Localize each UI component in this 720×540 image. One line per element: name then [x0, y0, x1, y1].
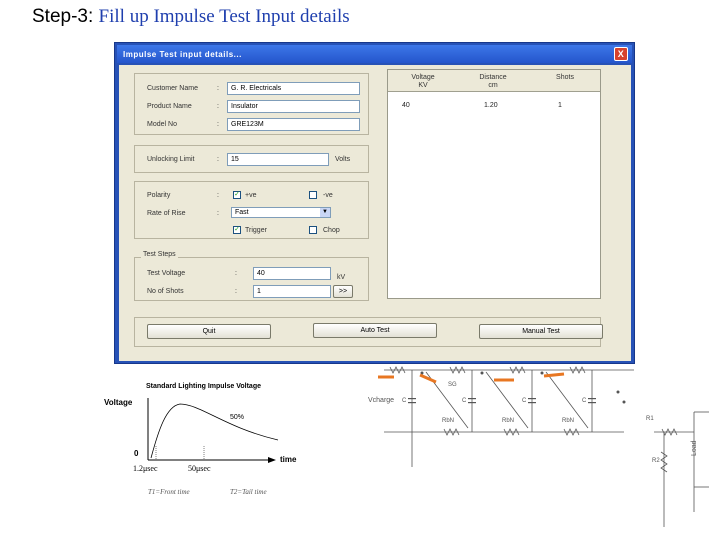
chop-label: Chop	[323, 227, 340, 234]
polarity-label: Polarity	[147, 192, 171, 199]
unlocking-unit: Volts	[335, 156, 351, 163]
auto-test-button[interactable]: Auto Test	[313, 323, 437, 338]
next-step-button[interactable]: >>	[333, 285, 353, 298]
unlocking-group	[134, 145, 369, 173]
header-text: Shots	[556, 74, 574, 81]
impulse-test-window	[114, 42, 635, 364]
step-title: Fill up Impulse Test Input details	[98, 6, 350, 27]
column-header-shots	[534, 74, 596, 82]
x-axis-arrow-icon	[268, 457, 276, 463]
graph-origin: 0	[134, 449, 139, 458]
capacitor-label: C	[402, 398, 407, 404]
quit-button[interactable]: Quit	[147, 324, 271, 339]
graph-ylabel: Voltage	[104, 398, 133, 407]
window-titlebar[interactable]	[117, 45, 632, 63]
negative-polarity-checkbox[interactable]	[309, 191, 317, 199]
spark-gap-label: SG	[448, 382, 457, 388]
close-button[interactable]: X	[614, 47, 628, 61]
capacitor-label: C	[522, 398, 527, 404]
cell-voltage: 40	[402, 102, 410, 109]
colon: :	[217, 121, 219, 128]
r2-label: R2	[652, 458, 660, 464]
tail-time-note: T2=Tail time	[230, 488, 267, 496]
graph-xlabel: time	[280, 455, 297, 464]
rbn-label: RbN	[442, 418, 455, 424]
half-value-label: 50%	[230, 414, 245, 421]
product-name-field[interactable]: Insulator	[227, 100, 360, 113]
step-label: Step-3:	[32, 6, 94, 27]
action-buttons-group	[134, 317, 601, 347]
trigger-checkbox[interactable]: ✓	[234, 226, 240, 233]
customer-name-field[interactable]: G. R. Electricals	[227, 82, 360, 95]
negative-polarity-label: -ve	[323, 192, 333, 199]
rate-of-rise-label: Rate of Rise	[147, 210, 186, 217]
test-steps-group	[134, 257, 369, 301]
capacitor-label: C	[582, 398, 587, 404]
results-table[interactable]	[387, 69, 601, 299]
model-no-field[interactable]: GRE123M	[227, 118, 360, 131]
colon: :	[217, 210, 219, 217]
colon: :	[217, 192, 219, 199]
positive-polarity-label: +ve	[245, 192, 257, 199]
colon: :	[217, 103, 219, 110]
test-steps-caption: Test Steps	[143, 251, 176, 258]
test-voltage-unit: kV	[337, 274, 346, 281]
cell-distance: 1.20	[484, 102, 498, 109]
front-time-note: T1=Front time	[148, 488, 190, 496]
table-header	[388, 70, 600, 92]
arrow-right-icon	[420, 375, 436, 382]
r1-label: R1	[646, 416, 654, 422]
chevron-down-icon[interactable]: ▼	[320, 208, 330, 217]
cell-shots: 1	[558, 102, 562, 109]
rate-of-rise-value: Fast	[235, 209, 249, 216]
load-label: Load	[691, 440, 698, 456]
vcharge-label: Vcharge	[368, 397, 395, 404]
positive-polarity-checkbox[interactable]: ✓	[234, 191, 240, 198]
arrow-right-icon	[544, 374, 564, 376]
test-voltage-label: Test Voltage	[147, 270, 186, 277]
window-title: Impulse Test input details...	[123, 50, 242, 59]
impulse-voltage-graph	[96, 370, 316, 500]
test-voltage-field[interactable]: 40	[253, 267, 331, 280]
header-text: Voltage	[411, 74, 435, 81]
capacitor-label: C	[462, 398, 467, 404]
graph-title: Standard Lighting Impulse Voltage	[146, 383, 261, 390]
chop-checkbox[interactable]	[309, 226, 317, 234]
impulse-curve	[151, 404, 278, 458]
dialog-client	[119, 65, 631, 361]
header-unit: cm	[488, 82, 498, 89]
unlocking-limit-field[interactable]: 15	[227, 153, 329, 166]
header-text: Distance	[479, 74, 507, 81]
no-of-shots-label: No of Shots	[147, 288, 184, 295]
colon: :	[235, 288, 237, 295]
header-unit: KV	[418, 82, 428, 89]
polarity-group	[134, 181, 369, 239]
orange-arrows	[378, 374, 564, 382]
customer-name-label: Customer Name	[147, 85, 198, 92]
column-header-distance	[462, 74, 524, 90]
rbn-label: RbN	[562, 418, 575, 424]
model-no-label: Model No	[147, 121, 177, 128]
customer-group	[134, 73, 369, 135]
unlocking-limit-label: Unlocking Limit	[147, 156, 195, 163]
colon: :	[217, 156, 219, 163]
no-of-shots-field[interactable]: 1	[253, 285, 331, 298]
product-name-label: Product Name	[147, 103, 192, 110]
slide-title	[32, 6, 350, 28]
marx-generator-circuit	[364, 362, 714, 532]
colon: :	[217, 85, 219, 92]
capacitor-plates	[408, 372, 626, 404]
column-header-voltage	[392, 74, 454, 90]
circuit-wiring	[384, 367, 709, 527]
front-time-label: 1.2μsec	[133, 464, 158, 473]
rate-of-rise-select[interactable]	[231, 207, 331, 218]
trigger-label: Trigger	[245, 227, 267, 234]
colon: :	[235, 270, 237, 277]
manual-test-button[interactable]: Manual Test	[479, 324, 603, 339]
rbn-label: RbN	[502, 418, 515, 424]
tail-time-label: 50μsec	[188, 464, 211, 473]
